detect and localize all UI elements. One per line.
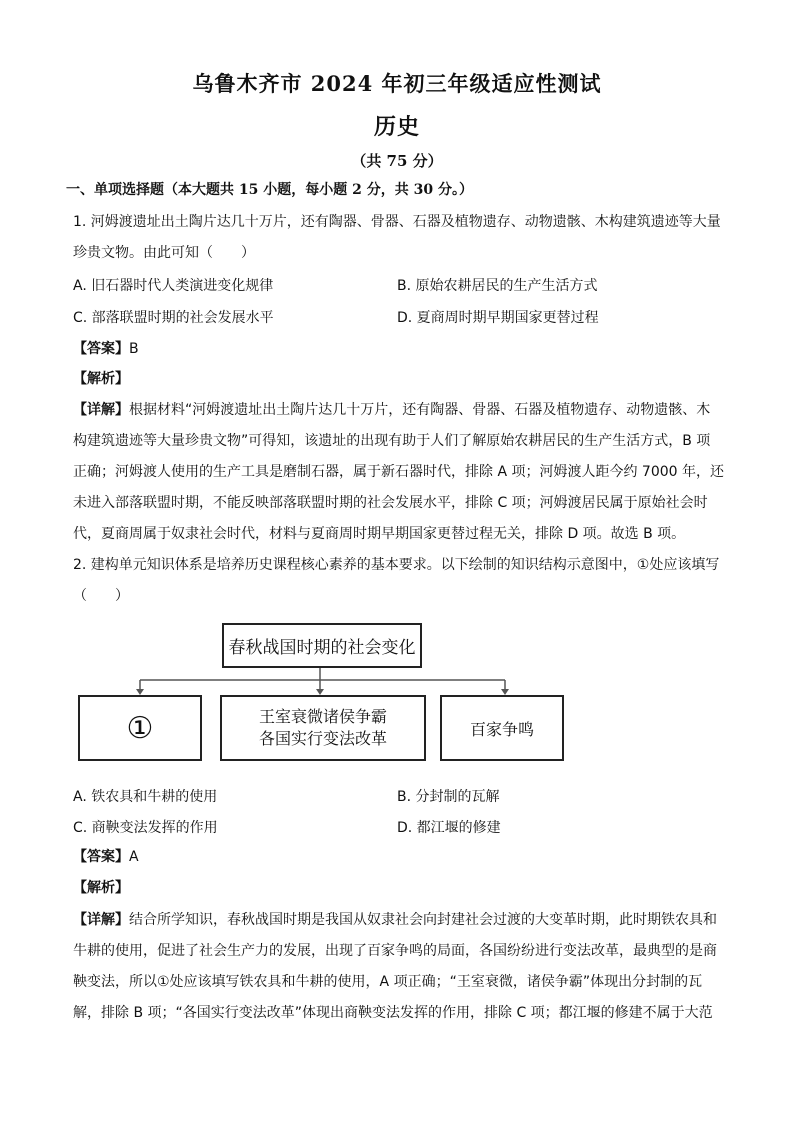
q2-stem-line2: （ ） [73,588,129,604]
q1-detail-line4: 未进入部落联盟时期，不能反映部落联盟时期的社会发展水平，排除 C 项；河姆渡居民属于原始社会时 [73,495,708,511]
q1-stem-line2: 珍贵文物。由此可知（ ） [73,245,255,261]
diagram-right-box: 百家争鸣 [440,695,564,761]
q2-detail-line4: 解，排除 B 项；“各国实行变法改革”体现出商鞅变法发挥的作用，排除 C 项；都江堰的修建不属于大范 [73,1005,713,1021]
q2-detail-line1 [73,910,717,930]
q2-analysis-label: 【解析】 [73,880,129,896]
q1-option-c: C. 部落联盟时期的社会发展水平 [73,310,274,326]
q2-detail-line3: 鞅变法，所以①处应该填写铁农具和牛耕的使用，A 项正确；“王室衰微，诸侯争霸”体现出分封制的瓦 [73,974,703,990]
answer-label: 【答案】 [73,341,129,357]
detail-label: 【详解】 [73,402,129,418]
q2-option-a: A. 铁农具和牛耕的使用 [73,789,218,805]
detail-text: 根据材料“河姆渡遗址出土陶片达几十万片，还有陶器、骨器、石器及植物遗存、动物遗骸、木 [129,402,711,418]
q1-stem-line1: 1. 河姆渡遗址出土陶片达几十万片，还有陶器、骨器、石器及植物遗存、动物遗骸、木构建筑遗迹等大量 [73,214,721,230]
q2-option-b: B. 分封制的瓦解 [397,789,500,805]
q1-detail-line5: 代，夏商周属于奴隶社会时代，材料与夏商周时期早期国家更替过程无关，排除 D 项。故选 B 项。 [73,526,686,542]
q2-answer [73,847,139,867]
q1-option-a: A. 旧石器时代人类演进变化规律 [73,278,274,294]
section-heading: 一、单项选择题（本大题共 15 小题，每小题 2 分，共 30 分。） [66,182,473,198]
diagram-middle-line2: 各国实行变法改革 [258,729,387,748]
q2-stem-line1: 2. 建构单元知识体系是培养历史课程核心素养的基本要求。以下绘制的知识结构示意图中，①处应该填写 [73,557,720,573]
diagram-blank-box: ① [78,695,202,761]
total-score: （共 75 分） [351,152,443,170]
answer-label: 【答案】 [73,849,129,865]
answer-value: A [129,849,139,865]
q1-analysis-label: 【解析】 [73,371,129,387]
q1-detail-line2: 构建筑遗迹等大量珍贵文物”可得知，该遗址的出现有助于人们了解原始农耕居民的生产生活方式，B 项 [73,433,711,449]
diagram-middle-line1: 王室衰微诸侯争霸 [258,707,387,726]
diagram-top-box: 春秋战国时期的社会变化 [222,623,422,668]
q1-option-d: D. 夏商周时期早期国家更替过程 [397,310,599,326]
answer-value: B [129,341,139,357]
q2-option-c: C. 商鞅变法发挥的作用 [73,820,218,836]
q2-detail-line2: 牛耕的使用，促进了社会生产力的发展，出现了百家争鸣的局面，各国纷纷进行变法改革，最典型的是商 [73,943,717,959]
detail-label: 【详解】 [73,912,129,928]
exam-title: 乌鲁木齐市 2024 年初三年级适应性测试 [192,71,602,96]
q1-option-b: B. 原始农耕居民的生产生活方式 [397,278,598,294]
q2-option-d: D. 都江堰的修建 [397,820,501,836]
subject-title: 历史 [373,114,420,140]
q1-detail-line3: 正确；河姆渡人使用的生产工具是磨制石器，属于新石器时代，排除 A 项；河姆渡人距今约 7000 年，还 [73,464,725,480]
detail-text: 结合所学知识，春秋战国时期是我国从奴隶社会向封建社会过渡的大变革时期，此时期铁农具和 [129,912,717,928]
diagram-middle-box [220,695,426,761]
